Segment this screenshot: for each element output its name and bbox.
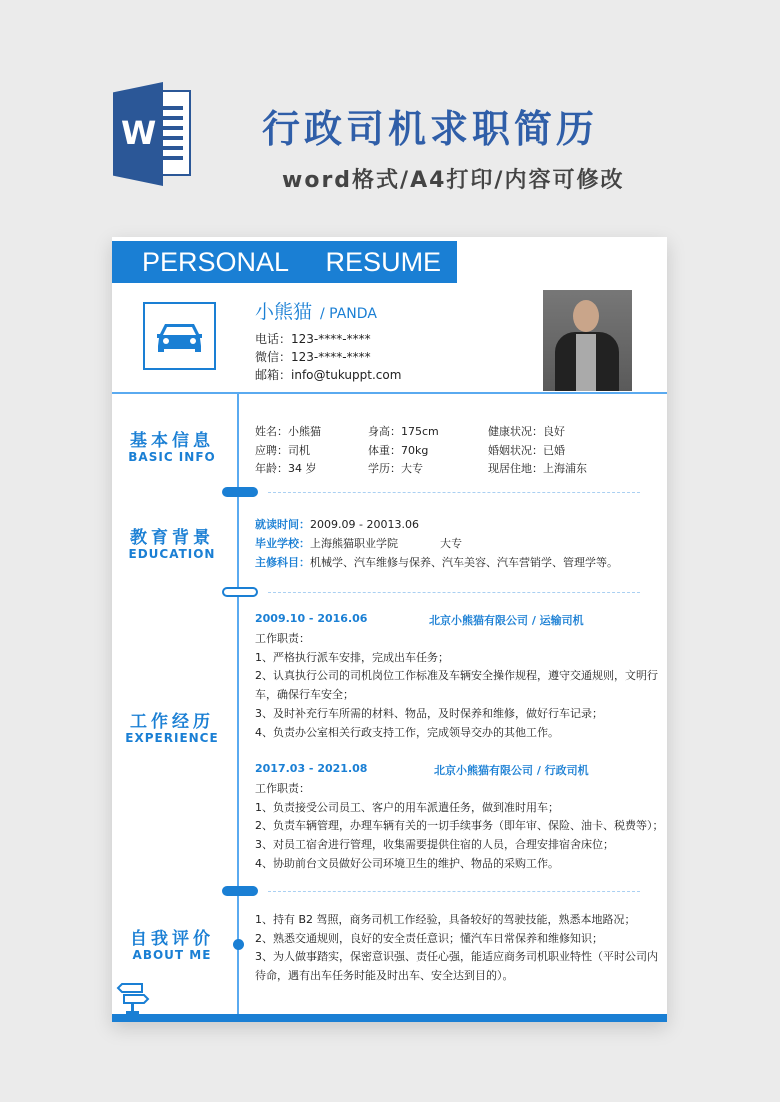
wechat: 微信：123-****-**** <box>255 350 371 364</box>
page-subtitle: word格式/A4打印/内容可修改 <box>282 168 625 193</box>
about-heading: 自我评价 <box>130 929 214 949</box>
dashed-divider <box>268 891 640 892</box>
candidate-name: 小熊猫 / PANDA <box>255 301 377 323</box>
page-title: 行政司机求职简历 <box>262 107 599 151</box>
basic-heading: 基本信息 <box>130 431 214 451</box>
job-company: 北京小熊猫有限公司 / 行政司机 <box>434 764 589 777</box>
field: 年龄：34 岁 <box>255 462 317 475</box>
field: 体重：70kg <box>368 444 429 457</box>
job-duties: 工作职责： 1、严格执行派车安排，完成出车任务； 2、认真执行公司的司机岗位工作标准及车辆安全操作规程，遵守交通规则，文明行 车，确保行车安全； 3、及时补充行车所需的材料、物品，及时保养和维修，做好行车记录； 4、负责办公室相关行政支持工作，完成领导交办的其他工作。 <box>255 632 658 739</box>
timeline-dot <box>233 939 244 950</box>
profile-photo <box>543 290 632 391</box>
job-period: 2009.10 - 2016.06 <box>255 612 368 625</box>
divider <box>112 392 667 394</box>
phone: 电话：123-****-**** <box>255 332 371 346</box>
field: 应聘：司机 <box>255 444 310 457</box>
about-text: 1、持有 B2 驾照，商务司机工作经验，具备较好的驾驶技能，熟悉本地路况； 2、熟悉交通规则，良好的安全责任意识；懂汽车日常保养和维修知识； 3、为人做事踏实，保密意识强、责任心强，能适应商务司机职业特性（平时公司内 待命，遇有出车任务时能及时出车、安全达到目的）。 <box>255 913 658 983</box>
timeline-marker <box>222 886 258 896</box>
timeline-marker <box>222 487 258 497</box>
education-heading-en: EDUCATION <box>128 547 216 561</box>
field: 姓名：小熊猫 <box>255 425 321 438</box>
field: 学历：大专 <box>368 462 423 475</box>
field: 婚姻状况：已婚 <box>488 444 565 457</box>
job-period: 2017.03 - 2021.08 <box>255 762 368 775</box>
email: 邮箱：info@tukuppt.com <box>255 368 402 382</box>
edu-row: 主修科目：机械学、汽车维修与保养、汽车美容、汽车营销学、管理学等。 <box>255 556 618 569</box>
timeline-marker <box>222 587 258 597</box>
edu-row: 毕业学校：上海熊猫职业学院 大专 <box>255 537 462 550</box>
timeline-line <box>237 392 239 1014</box>
bottom-bar <box>112 1014 667 1022</box>
basic-heading-en: BASIC INFO <box>128 450 216 464</box>
field: 身高：175cm <box>368 425 439 438</box>
experience-heading-en: EXPERIENCE <box>125 731 219 745</box>
experience-heading: 工作经历 <box>130 712 214 732</box>
dashed-divider <box>268 492 640 493</box>
resume-card <box>112 237 667 1022</box>
about-heading-en: ABOUT ME <box>132 948 212 962</box>
edu-row: 就读时间：2009.09 - 20013.06 <box>255 518 419 531</box>
field: 现居住地：上海浦东 <box>488 462 587 475</box>
word-icon: W <box>113 82 193 192</box>
job-company: 北京小熊猫有限公司 / 运输司机 <box>429 614 584 627</box>
field: 健康状况：良好 <box>488 425 565 438</box>
resume-banner: PERSONAL RESUME <box>112 241 457 283</box>
car-icon <box>143 302 216 370</box>
education-heading: 教育背景 <box>130 528 214 548</box>
dashed-divider <box>268 592 640 593</box>
job-duties: 工作职责： 1、负责接受公司员工、客户的用车派遣任务，做到准时用车； 2、负责车辆管理，办理车辆有关的一切手续事务（即年审、保险、油卡、税费等）； 3、对员工宿舍进行管理，收集需要提供住宿的人员，合理安排宿舍床位； 4、协助前台文员做好公司环境卫生的维护、物品的采购工作。 <box>255 782 664 870</box>
